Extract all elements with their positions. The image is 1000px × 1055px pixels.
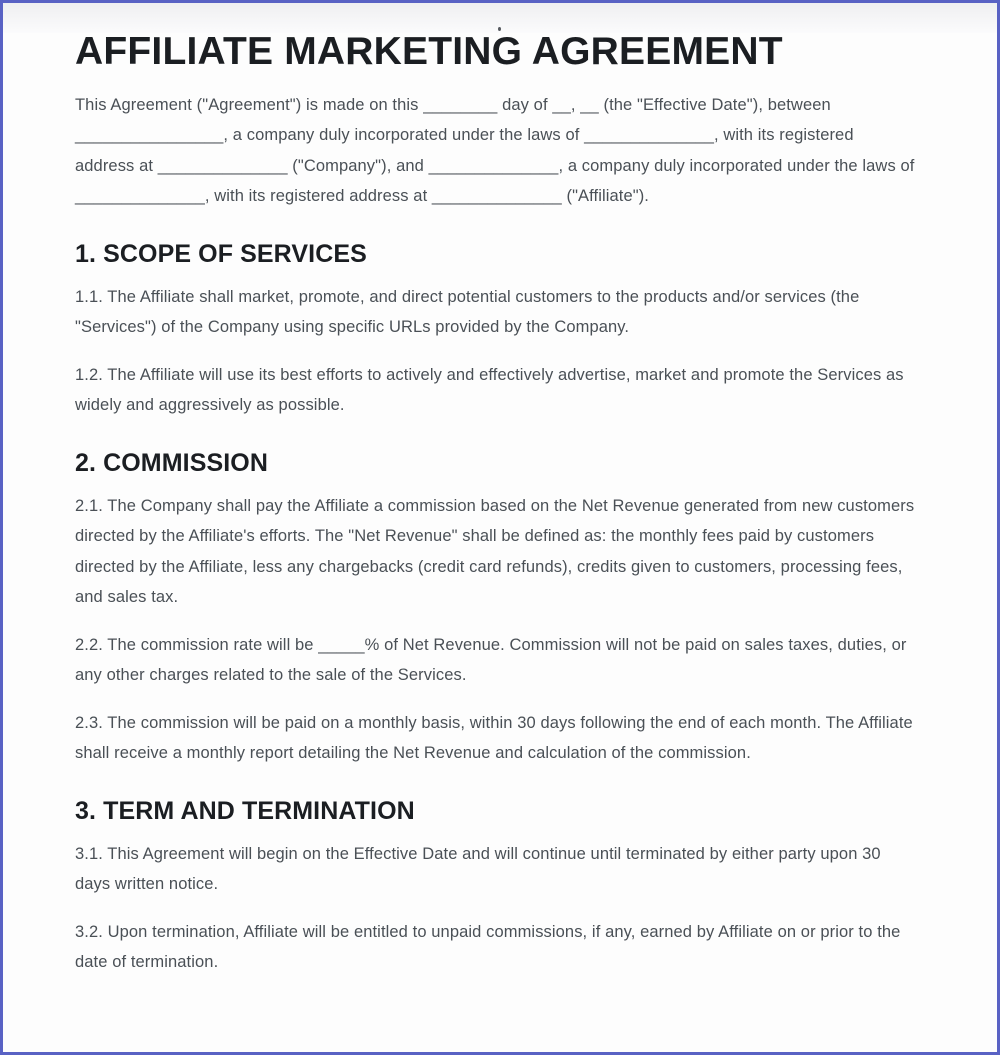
intro-paragraph: This Agreement ("Agreement") is made on this ________ day of __, __ (the "Effective Date"), between ________________, a company duly incorporated under the laws of ______________, with its registered address at ______________ ("Company"), and ______________, a company duly incorporated under the laws of ______________, with its registered address at ______________ ("Affiliate"). xyxy=(75,95,915,206)
paragraph-2-1: 2.1. The Company shall pay the Affiliate a commission based on the Net Revenue generated from new customers directed by the Affiliate's efforts. The "Net Revenue" shall be defined as: the monthly fees paid by customers directed by the Affiliate, less any chargebacks (credit card refunds), credits given to customers, processing fees, and sales tax. xyxy=(75,496,915,607)
paragraph-3-2: 3.2. Upon termination, Affiliate will be entitled to unpaid commissions, if any, earned by Affiliate on or prior to the date of termination. xyxy=(75,922,901,972)
paragraph-3-1: 3.1. This Agreement will begin on the Effective Date and will continue until terminated by either party upon 30 days written notice. xyxy=(75,844,881,894)
document-body xyxy=(3,3,997,978)
paragraph-1-1: 1.1. The Affiliate shall market, promote, and direct potential customers to the products and/or services (the "Services") of the Company using specific URLs provided by the Company. xyxy=(75,287,860,337)
section-heading-commission: 2. COMMISSION xyxy=(75,448,268,477)
section-heading-scope-of-services: 1. SCOPE OF SERVICES xyxy=(75,239,367,268)
paragraph-1-2: 1.2. The Affiliate will use its best efforts to actively and effectively advertise, market and promote the Services as widely and aggressively as possible. xyxy=(75,365,904,415)
paragraph-2-3: 2.3. The commission will be paid on a monthly basis, within 30 days following the end of each month. The Affiliate shall receive a monthly report detailing the Net Revenue and calculation of the commission. xyxy=(75,713,913,763)
paragraph-2-2: 2.2. The commission rate will be _____% of Net Revenue. Commission will not be paid on sales taxes, duties, or any other charges related to the sale of the Services. xyxy=(75,635,907,685)
document-title: AFFILIATE MARKETING AGREEMENT xyxy=(75,30,783,73)
section-heading-term-and-termination: 3. TERM AND TERMINATION xyxy=(75,796,415,825)
